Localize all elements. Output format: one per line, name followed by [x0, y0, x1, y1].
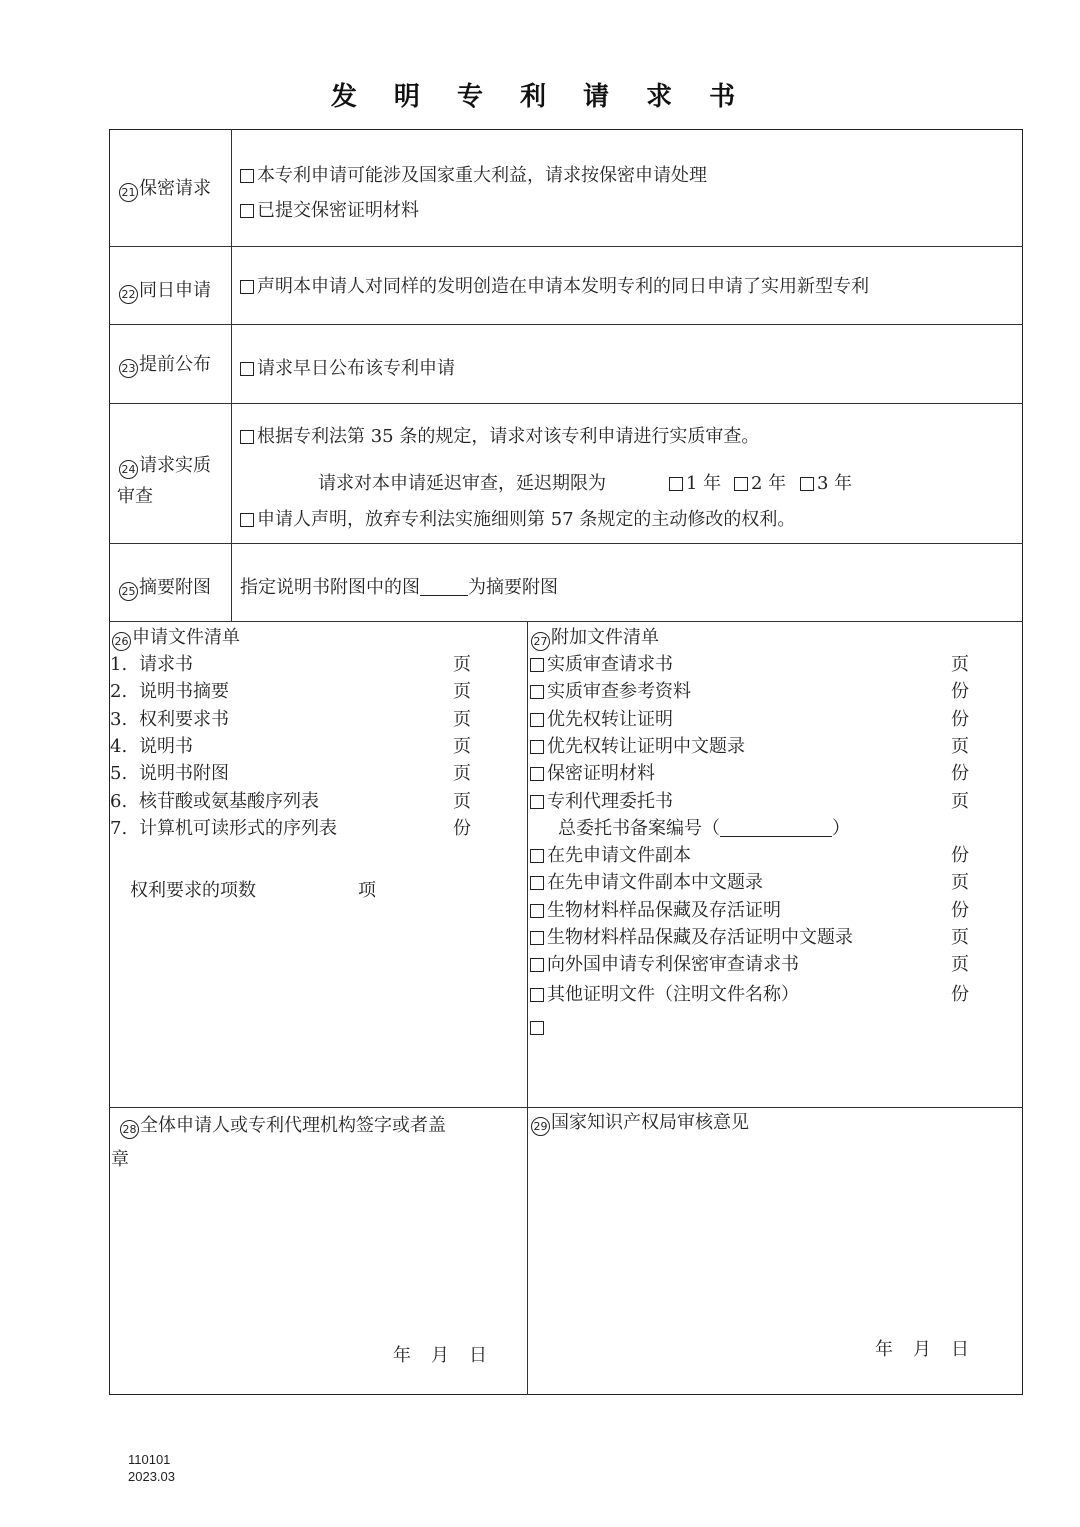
s29-label: 29 国家知识产权局审核意见	[531, 1112, 749, 1136]
s27-item-unit: 页	[951, 790, 969, 812]
s22-label: 22 同日申请	[119, 280, 211, 304]
s26-item-name: 说明书	[139, 735, 193, 757]
s27-extra-item	[530, 1017, 547, 1039]
s26-item-number: 5.	[110, 763, 128, 785]
s24-delay-2-year: 2 年	[734, 473, 786, 495]
s27-extra-checkbox[interactable]	[530, 1021, 544, 1035]
s26-item-unit: 页	[453, 654, 471, 675]
s27-item-checkbox[interactable]	[530, 685, 544, 699]
s24-delay-2-checkbox[interactable]	[734, 477, 748, 491]
s28-label-line2: 章	[111, 1149, 129, 1170]
s27-item-checkbox[interactable]	[530, 767, 544, 781]
form-version-date: 2023.03	[128, 1469, 175, 1484]
s26-claims-label: 权利要求的项数	[130, 880, 256, 901]
s22-number: 22	[119, 285, 138, 304]
s26-item-unit: 页	[453, 708, 471, 730]
s27-item-name: 实质审查参考资料	[547, 681, 691, 703]
s24-number: 24	[119, 460, 138, 479]
s29-day: 日	[951, 1339, 969, 1360]
s29-year: 年	[875, 1339, 893, 1360]
divider-21	[109, 246, 1023, 247]
divider-24	[109, 543, 1023, 544]
s21-checkbox-2[interactable]	[240, 204, 254, 218]
s24-delay-text: 请求对本申请延迟审查，延迟期限为	[318, 473, 606, 494]
s21-checkbox-1[interactable]	[240, 169, 254, 183]
s27-item-checkbox[interactable]	[530, 904, 544, 918]
s27-item	[530, 654, 673, 676]
s21-number: 21	[119, 183, 138, 202]
s27-item-checkbox[interactable]	[530, 988, 544, 1002]
s24-label: 24 请求实质	[119, 455, 211, 479]
s27-item-name: 实质审查请求书	[547, 654, 673, 675]
s26-number: 26	[112, 632, 131, 651]
s28-label: 28 全体申请人或专利代理机构签字或者盖	[120, 1115, 446, 1139]
s27-item-name: 向外国申请专利保密审查请求书	[547, 954, 799, 976]
s21-option-1: 本专利申请可能涉及国家重大利益，请求按保密申请处理	[240, 165, 707, 187]
s27-item-checkbox[interactable]	[530, 958, 544, 972]
s23-checkbox-1[interactable]	[240, 362, 254, 376]
s27-item-unit: 份	[951, 899, 969, 921]
form-title: 发 明 专 利 请 求 书	[330, 82, 750, 112]
divider-lists	[109, 1107, 1023, 1108]
s26-item-unit: 页	[453, 681, 471, 703]
s27-item-checkbox[interactable]	[530, 658, 544, 672]
s28-month: 月	[431, 1345, 449, 1366]
s26-item-number: 3.	[110, 708, 128, 730]
s27-item	[530, 736, 745, 758]
s27-item-checkbox[interactable]	[530, 740, 544, 754]
s26-item-name: 权利要求书	[139, 708, 229, 730]
s26-item-unit: 页	[453, 735, 471, 757]
s27-item-name: 保密证明材料	[547, 763, 655, 785]
s27-item-unit: 份	[951, 763, 969, 785]
s28-number: 28	[120, 1120, 139, 1139]
s21-option-2: 已提交保密证明材料	[240, 200, 419, 222]
s27-item-name: 专利代理委托书	[547, 790, 673, 812]
s26-item-unit: 份	[453, 817, 471, 839]
s27-item	[530, 927, 853, 949]
s27-item	[530, 954, 799, 976]
s27-item-unit: 份	[951, 681, 969, 703]
s27-item-unit: 份	[951, 708, 969, 730]
s27-item	[530, 984, 799, 1006]
divider-25	[109, 621, 1023, 622]
s27-item-name: 优先权转让证明中文题录	[547, 735, 745, 757]
s24-checkbox-2[interactable]	[240, 513, 254, 527]
s27-item-checkbox[interactable]	[530, 713, 544, 727]
s27-item-unit: 页	[951, 654, 969, 675]
s27-item-name: 其他证明文件（注明文件名称）	[547, 984, 799, 1006]
s27-item	[530, 709, 673, 731]
s24-label-line2: 审查	[117, 486, 153, 507]
s27-item	[530, 872, 763, 894]
s26-item-number: 7.	[110, 817, 128, 839]
s24-option-2: 申请人声明，放弃专利法实施细则第 57 条规定的主动修改的权利。	[240, 509, 795, 531]
s25-figure-blank[interactable]	[420, 581, 468, 596]
s24-option-1: 根据专利法第 35 条的规定，请求对该专利申请进行实质审查。	[240, 426, 759, 448]
s26-item-name: 核苷酸或氨基酸序列表	[139, 790, 319, 812]
s24-checkbox-1[interactable]	[240, 430, 254, 444]
center-column-divider	[527, 621, 528, 1395]
s24-delay-1-year: 1 年	[669, 473, 721, 495]
s26-item-number: 4.	[110, 735, 128, 757]
s27-item-name: 优先权转让证明	[547, 708, 673, 730]
s27-item	[530, 845, 691, 867]
s26-item-name: 计算机可读形式的序列表	[139, 817, 337, 839]
s27-item-name: 在先申请文件副本	[547, 845, 691, 866]
s27-item-name: 在先申请文件副本中文题录	[547, 872, 763, 894]
s26-item-name: 请求书	[139, 654, 193, 675]
s27-item	[530, 791, 673, 813]
s25-label: 25 摘要附图	[119, 577, 211, 601]
label-column-divider	[231, 129, 232, 621]
s27-record-blank[interactable]	[720, 822, 832, 837]
s28-day: 日	[469, 1345, 487, 1366]
s26-item-unit: 页	[453, 763, 471, 785]
s27-record-number: 总委托书备案编号（ ）	[558, 818, 850, 839]
s27-item-name: 生物材料样品保藏及存活证明	[547, 899, 781, 921]
form-code: 110101	[128, 1452, 171, 1467]
s27-item-name: 生物材料样品保藏及存活证明中文题录	[547, 926, 853, 948]
s27-item-checkbox[interactable]	[530, 876, 544, 890]
s26-item-number: 1.	[110, 654, 128, 675]
s25-text: 指定说明书附图中的图 为摘要附图	[240, 577, 558, 598]
s27-item-unit: 页	[951, 872, 969, 894]
s23-option-1: 请求早日公布该专利申请	[240, 358, 455, 380]
s22-option-1: 声明本申请人对同样的发明创造在申请本发明专利的同日申请了实用新型专利	[240, 276, 869, 298]
s27-number: 27	[531, 632, 550, 651]
s27-item-unit: 份	[951, 984, 969, 1006]
s26-item-name: 说明书摘要	[139, 681, 229, 703]
s27-item	[530, 900, 781, 922]
s21-label: 21 保密请求	[119, 178, 211, 202]
s24-delay-3-year: 3 年	[800, 473, 852, 495]
s24-delay-3-checkbox[interactable]	[800, 477, 814, 491]
s27-item-checkbox[interactable]	[530, 849, 544, 863]
s27-item	[530, 681, 691, 703]
s27-item-unit: 份	[951, 845, 969, 866]
s28-year: 年	[393, 1345, 411, 1366]
divider-23	[109, 403, 1023, 404]
s27-item	[530, 763, 655, 785]
s27-item-unit: 页	[951, 926, 969, 948]
s23-label: 23 提前公布	[119, 354, 211, 378]
s27-header: 27 附加文件清单	[531, 627, 659, 651]
divider-22	[109, 324, 1023, 325]
s23-number: 23	[119, 359, 138, 378]
s27-item-unit: 页	[951, 954, 969, 976]
form-frame	[109, 129, 1023, 1395]
s22-checkbox-1[interactable]	[240, 280, 254, 294]
s25-number: 25	[119, 582, 138, 601]
s26-item-unit: 页	[453, 790, 471, 812]
s29-month: 月	[913, 1339, 931, 1360]
s27-item-unit: 页	[951, 735, 969, 757]
s27-item-checkbox[interactable]	[530, 931, 544, 945]
s26-item-number: 2.	[110, 681, 128, 703]
s26-claims-unit: 项	[358, 880, 376, 901]
s26-item-number: 6.	[110, 790, 128, 812]
s26-header: 26 申请文件清单	[112, 627, 240, 651]
s27-item-checkbox[interactable]	[530, 795, 544, 809]
s26-item-name: 说明书附图	[139, 763, 229, 785]
s29-number: 29	[531, 1117, 550, 1136]
s24-delay-1-checkbox[interactable]	[669, 477, 683, 491]
